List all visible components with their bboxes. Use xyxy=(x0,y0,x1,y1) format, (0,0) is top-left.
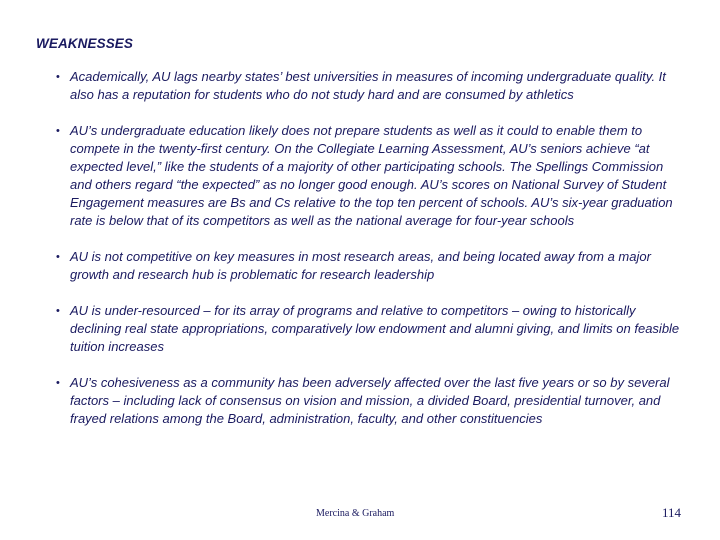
bullet-item xyxy=(56,374,688,428)
bullet-text: AU’s undergraduate education likely does not prepare students as well as it could to enable them to compete in the twenty-first century. On the Collegiate Learning Assessment, AU’s seniors achieve “at expected level,” like the students of a majority of other participating schools. The Spellings Commission and others regard “the expected” as no longer good enough. AU’s scores on National Survey of Student Engagement measures are Bs and Cs relative to the top ten percent of schools. AU’s six-year graduation rate is below that of its competitors as well as the national average for four-year schools xyxy=(70,123,673,228)
footer-credit: Mercina & Graham xyxy=(316,508,395,519)
bullet-item xyxy=(56,248,688,284)
bullet-text: AU’s cohesiveness as a community has been adversely affected over the last five years or so by several factors – including lack of consensus on vision and mission, a divided Board, presidential turnover, and frayed relations among the Board, administration, faculty, and other constituencies xyxy=(70,375,670,426)
bullet-item xyxy=(56,68,688,104)
page-number: 114 xyxy=(662,505,682,520)
bullet-icon: • xyxy=(56,251,60,263)
bullet-icon: • xyxy=(56,71,60,83)
bullet-icon: • xyxy=(56,305,60,317)
bullet-item xyxy=(56,122,688,230)
bullet-text: AU is not competitive on key measures in most research areas, and being located away from a major growth and research hub is problematic for research leadership xyxy=(70,249,651,282)
bullet-list xyxy=(56,68,688,446)
bullet-text: Academically, AU lags nearby states’ best universities in measures of incoming undergraduate quality. It also has a reputation for students who do not study hard and are consumed by athletics xyxy=(70,69,666,102)
bullet-icon: • xyxy=(56,125,60,137)
bullet-item xyxy=(56,302,688,356)
bullet-icon: • xyxy=(56,377,60,389)
bullet-text: AU is under-resourced – for its array of programs and relative to competitors – owing to historically declining real state appropriations, comparatively low endowment and alumni giving, and limits on feasible tuition increases xyxy=(70,303,680,354)
slide-title: WEAKNESSES xyxy=(36,36,134,51)
